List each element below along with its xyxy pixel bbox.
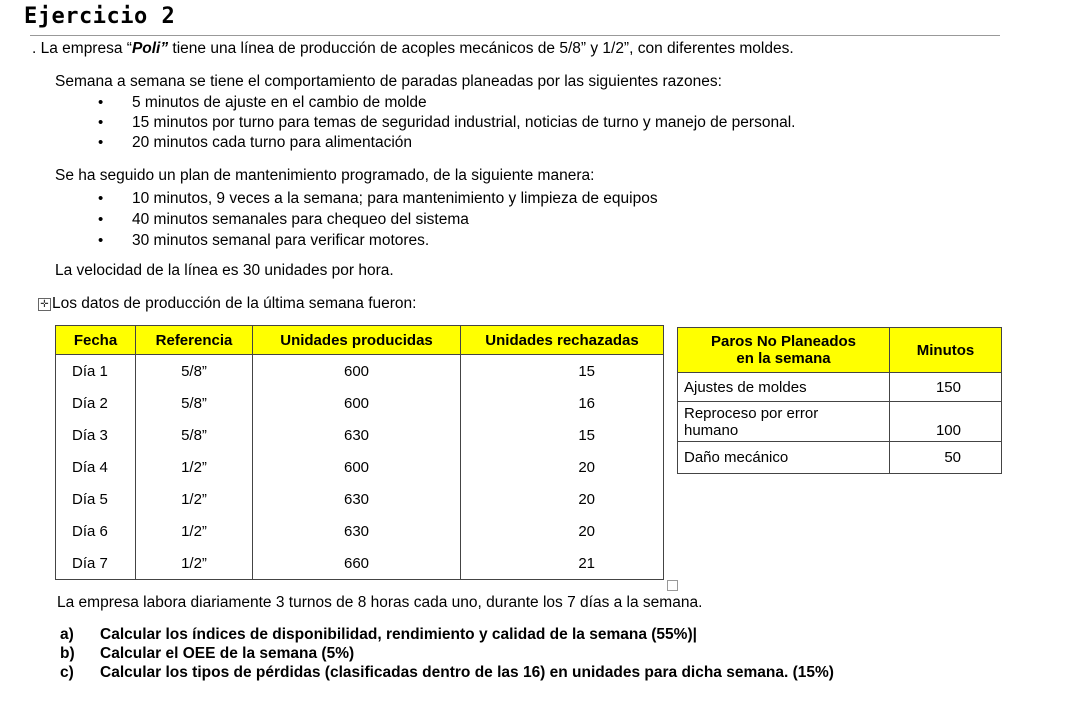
column-header: Unidades rechazadas: [461, 326, 664, 355]
maintenance-intro: Se ha seguido un plan de mantenimiento programado, de la siguiente manera:: [55, 167, 595, 184]
header-line: en la semana: [736, 350, 831, 367]
question-text: Calcular los índices de disponibilidad, rendimiento y calidad de la semana (55%)|: [100, 626, 697, 643]
table-cell: 600: [253, 387, 461, 419]
table-cell: Daño mecánico: [678, 442, 890, 474]
table-cell: 630: [253, 515, 461, 547]
unplanned-stops-table: [677, 327, 1002, 474]
table-row: [678, 373, 1002, 402]
table-cell: 16: [461, 387, 664, 419]
list-item: • 10 minutos, 9 veces a la semana; para mantenimiento y limpieza de equipos: [132, 189, 658, 210]
table-cell: 20: [461, 483, 664, 515]
table-cell: 50: [890, 442, 1002, 474]
table-cell: 660: [253, 547, 461, 580]
table-cell: 5/8”: [136, 419, 253, 451]
column-header: Referencia: [136, 326, 253, 355]
header-line: Paros No Planeados: [710, 333, 857, 350]
question-label: c): [60, 664, 74, 681]
planned-stops-list: [132, 93, 795, 153]
question-c: [60, 664, 1070, 684]
table-cell: Día 3: [56, 419, 136, 451]
table-cell: Ajustes de moldes: [678, 373, 890, 402]
intro-rest: tiene una línea de producción de acoples mecánicos de 5/8” y 1/2”, con diferentes moldes.: [168, 40, 794, 57]
list-item: • 30 minutos semanal para verificar motores.: [132, 231, 658, 252]
question-label: b): [60, 645, 75, 662]
column-header: [678, 328, 890, 373]
column-header: Minutos: [890, 328, 1002, 373]
table-cell: Día 6: [56, 515, 136, 547]
table-move-handle-icon[interactable]: ✛: [38, 298, 51, 311]
table-cell: 1/2”: [136, 483, 253, 515]
table-cell: 20: [461, 451, 664, 483]
table-row: [678, 402, 1002, 442]
line-speed: La velocidad de la línea es 30 unidades por hora.: [55, 262, 394, 279]
table-cell: 100: [890, 402, 1002, 442]
table-cell: [678, 402, 890, 442]
planned-stops-intro: Semana a semana se tiene el comportamiento de paradas planeadas por las siguientes razones:: [55, 73, 722, 90]
table-cell: 1/2”: [136, 451, 253, 483]
table-cell: 1/2”: [136, 515, 253, 547]
intro-prefix: . La empresa “: [32, 40, 132, 57]
table-row: [56, 451, 664, 483]
table-row: [56, 515, 664, 547]
company-name: Poli”: [131, 40, 169, 57]
production-intro: Los datos de producción de la última semana fueron:: [52, 295, 417, 312]
table-cell: 630: [253, 419, 461, 451]
table-cell: Día 4: [56, 451, 136, 483]
table-row: [56, 419, 664, 451]
table-row: [678, 442, 1002, 474]
table-cell: 5/8”: [136, 387, 253, 419]
schedule-text: La empresa labora diariamente 3 turnos de 8 horas cada uno, durante los 7 días a la semana.: [57, 594, 703, 611]
table-cell: 15: [461, 419, 664, 451]
question-text: Calcular el OEE de la semana (5%): [100, 645, 355, 662]
table-cell: 150: [890, 373, 1002, 402]
column-header: Unidades producidas: [253, 326, 461, 355]
table-row: [56, 387, 664, 419]
list-item: • 40 minutos semanales para chequeo del sistema: [132, 210, 658, 231]
table-header-row: [678, 328, 1002, 373]
table-cell: 600: [253, 451, 461, 483]
title-divider: [30, 35, 1000, 36]
question-b: [60, 645, 1070, 665]
question-label: a): [60, 626, 74, 643]
maintenance-list: [132, 189, 658, 252]
table-cell: 600: [253, 355, 461, 388]
question-text: Calcular los tipos de pérdidas (clasificadas dentro de las 16) en unidades para dicha semana. (15%): [100, 664, 834, 681]
table-cell: 21: [461, 547, 664, 580]
list-item: • 20 minutos cada turno para alimentación: [132, 133, 795, 153]
table-cell: Día 1: [56, 355, 136, 388]
table-cell: 5/8”: [136, 355, 253, 388]
table-cell: Día 2: [56, 387, 136, 419]
list-item: • 15 minutos por turno para temas de seguridad industrial, noticias de turno y manejo de personal.: [132, 113, 795, 133]
production-table: [55, 325, 664, 580]
intro-paragraph: [32, 40, 794, 58]
column-header: Fecha: [56, 326, 136, 355]
cell-line: Reproceso por error: [684, 404, 819, 422]
table-row: [56, 547, 664, 580]
page-title: Ejercicio 2: [24, 4, 176, 29]
table-cell: 20: [461, 515, 664, 547]
list-item: • 5 minutos de ajuste en el cambio de molde: [132, 93, 795, 113]
table-row: [56, 483, 664, 515]
table-cell: Día 5: [56, 483, 136, 515]
table-resize-handle[interactable]: [667, 580, 678, 591]
table-cell: 630: [253, 483, 461, 515]
table-cell: Día 7: [56, 547, 136, 580]
table-cell: 15: [461, 355, 664, 388]
question-a: [60, 626, 1070, 646]
cell-line: humano: [684, 421, 739, 439]
table-cell: 1/2”: [136, 547, 253, 580]
table-header-row: [56, 326, 664, 355]
table-row: [56, 355, 664, 388]
